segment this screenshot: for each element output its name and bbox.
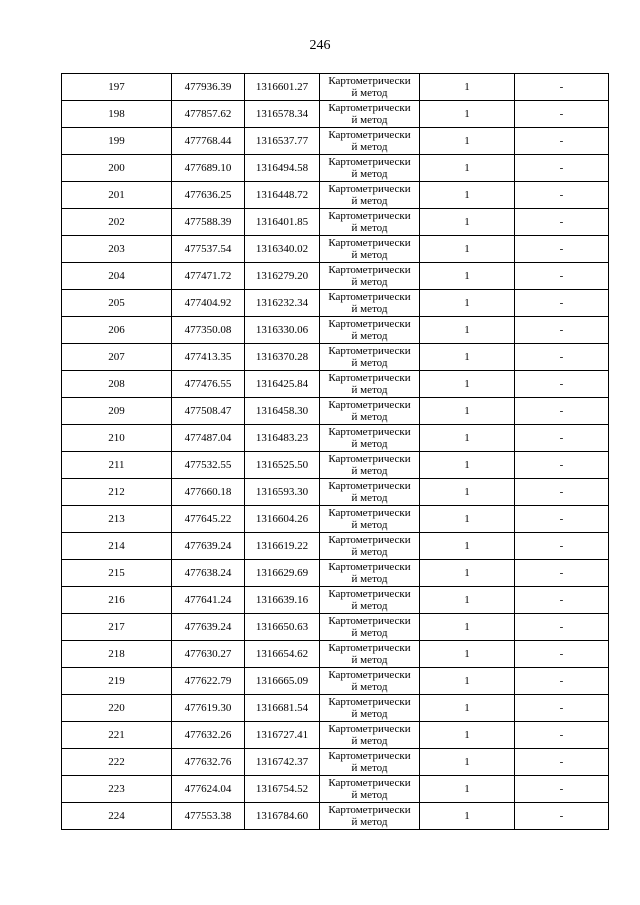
y-coordinate-cell: 1316619.22 [245, 533, 320, 560]
point-number-cell: 218 [62, 641, 172, 668]
method-cell [320, 263, 420, 290]
table-row [62, 533, 609, 560]
accuracy-cell: 1 [420, 587, 515, 614]
description-cell: - [515, 317, 609, 344]
x-coordinate-cell: 477404.92 [172, 290, 245, 317]
x-coordinate-cell: 477553.38 [172, 803, 245, 830]
x-coordinate-cell: 477632.26 [172, 722, 245, 749]
method-label-line2: й метод [351, 222, 388, 234]
point-number-cell: 201 [62, 182, 172, 209]
x-coordinate-cell: 477936.39 [172, 74, 245, 101]
accuracy-cell: 1 [420, 398, 515, 425]
method-cell [320, 533, 420, 560]
x-coordinate-cell: 477689.10 [172, 155, 245, 182]
y-coordinate-cell: 1316784.60 [245, 803, 320, 830]
y-coordinate-cell: 1316601.27 [245, 74, 320, 101]
method-label-line2: й метод [351, 465, 388, 477]
method-label-line1: Картометрически [328, 318, 411, 330]
method-cell [320, 452, 420, 479]
table-row [62, 398, 609, 425]
method-label-line1: Картометрически [328, 723, 411, 735]
y-coordinate-cell: 1316448.72 [245, 182, 320, 209]
x-coordinate-cell: 477413.35 [172, 344, 245, 371]
coordinates-table [61, 73, 609, 830]
description-cell: - [515, 290, 609, 317]
accuracy-cell: 1 [420, 182, 515, 209]
description-cell: - [515, 722, 609, 749]
method-cell [320, 398, 420, 425]
table-row [62, 236, 609, 263]
y-coordinate-cell: 1316458.30 [245, 398, 320, 425]
table-row [62, 290, 609, 317]
y-coordinate-cell: 1316340.02 [245, 236, 320, 263]
y-coordinate-cell: 1316727.41 [245, 722, 320, 749]
point-number-cell: 206 [62, 317, 172, 344]
y-coordinate-cell: 1316494.58 [245, 155, 320, 182]
method-cell [320, 182, 420, 209]
table-row [62, 479, 609, 506]
description-cell: - [515, 776, 609, 803]
table-row [62, 776, 609, 803]
method-label-line2: й метод [351, 546, 388, 558]
method-label-line2: й метод [351, 681, 388, 693]
method-label-line2: й метод [351, 357, 388, 369]
x-coordinate-cell: 477641.24 [172, 587, 245, 614]
coordinates-table-body [62, 74, 609, 830]
point-number-cell: 211 [62, 452, 172, 479]
accuracy-cell: 1 [420, 641, 515, 668]
point-number-cell: 215 [62, 560, 172, 587]
accuracy-cell: 1 [420, 344, 515, 371]
point-number-cell: 202 [62, 209, 172, 236]
accuracy-cell: 1 [420, 263, 515, 290]
accuracy-cell: 1 [420, 803, 515, 830]
method-label-line1: Картометрически [328, 372, 411, 384]
accuracy-cell: 1 [420, 425, 515, 452]
method-label-line2: й метод [351, 789, 388, 801]
accuracy-cell: 1 [420, 695, 515, 722]
accuracy-cell: 1 [420, 371, 515, 398]
method-label-line1: Картометрически [328, 642, 411, 654]
point-number-cell: 221 [62, 722, 172, 749]
description-cell: - [515, 74, 609, 101]
method-label-line2: й метод [351, 87, 388, 99]
table-row [62, 803, 609, 830]
method-label-line1: Картометрически [328, 264, 411, 276]
method-label-line2: й метод [351, 600, 388, 612]
method-label-line2: й метод [351, 114, 388, 126]
point-number-cell: 199 [62, 128, 172, 155]
method-label-line1: Картометрически [328, 615, 411, 627]
description-cell: - [515, 587, 609, 614]
point-number-cell: 222 [62, 749, 172, 776]
description-cell: - [515, 236, 609, 263]
description-cell: - [515, 695, 609, 722]
y-coordinate-cell: 1316525.50 [245, 452, 320, 479]
method-cell [320, 587, 420, 614]
description-cell: - [515, 155, 609, 182]
y-coordinate-cell: 1316279.20 [245, 263, 320, 290]
table-row [62, 209, 609, 236]
method-label-line1: Картометрически [328, 480, 411, 492]
method-cell [320, 668, 420, 695]
method-cell [320, 344, 420, 371]
x-coordinate-cell: 477471.72 [172, 263, 245, 290]
accuracy-cell: 1 [420, 776, 515, 803]
method-label-line2: й метод [351, 411, 388, 423]
method-label-line1: Картометрически [328, 345, 411, 357]
accuracy-cell: 1 [420, 74, 515, 101]
method-label-line1: Картометрически [328, 102, 411, 114]
point-number-cell: 197 [62, 74, 172, 101]
x-coordinate-cell: 477638.24 [172, 560, 245, 587]
method-cell [320, 749, 420, 776]
accuracy-cell: 1 [420, 479, 515, 506]
method-cell [320, 209, 420, 236]
accuracy-cell: 1 [420, 236, 515, 263]
y-coordinate-cell: 1316639.16 [245, 587, 320, 614]
y-coordinate-cell: 1316604.26 [245, 506, 320, 533]
point-number-cell: 198 [62, 101, 172, 128]
point-number-cell: 207 [62, 344, 172, 371]
table-row [62, 749, 609, 776]
y-coordinate-cell: 1316370.28 [245, 344, 320, 371]
method-cell [320, 74, 420, 101]
description-cell: - [515, 614, 609, 641]
method-cell [320, 803, 420, 830]
table-row [62, 587, 609, 614]
accuracy-cell: 1 [420, 155, 515, 182]
method-label-line2: й метод [351, 519, 388, 531]
table-row [62, 452, 609, 479]
method-label-line2: й метод [351, 195, 388, 207]
x-coordinate-cell: 477350.08 [172, 317, 245, 344]
method-cell [320, 479, 420, 506]
method-label-line1: Картометрически [328, 156, 411, 168]
accuracy-cell: 1 [420, 722, 515, 749]
y-coordinate-cell: 1316330.06 [245, 317, 320, 344]
point-number-cell: 210 [62, 425, 172, 452]
method-label-line1: Картометрически [328, 777, 411, 789]
description-cell: - [515, 263, 609, 290]
y-coordinate-cell: 1316401.85 [245, 209, 320, 236]
point-number-cell: 209 [62, 398, 172, 425]
method-label-line1: Картометрически [328, 588, 411, 600]
description-cell: - [515, 371, 609, 398]
accuracy-cell: 1 [420, 290, 515, 317]
point-number-cell: 213 [62, 506, 172, 533]
method-label-line2: й метод [351, 276, 388, 288]
x-coordinate-cell: 477476.55 [172, 371, 245, 398]
x-coordinate-cell: 477630.27 [172, 641, 245, 668]
table-row [62, 722, 609, 749]
point-number-cell: 208 [62, 371, 172, 398]
accuracy-cell: 1 [420, 101, 515, 128]
method-cell [320, 722, 420, 749]
y-coordinate-cell: 1316650.63 [245, 614, 320, 641]
description-cell: - [515, 560, 609, 587]
table-row [62, 182, 609, 209]
point-number-cell: 217 [62, 614, 172, 641]
table-row [62, 263, 609, 290]
method-label-line1: Картометрически [328, 534, 411, 546]
description-cell: - [515, 749, 609, 776]
method-cell [320, 290, 420, 317]
method-cell [320, 317, 420, 344]
x-coordinate-cell: 477508.47 [172, 398, 245, 425]
method-cell [320, 506, 420, 533]
page-number: 246 [309, 38, 331, 53]
method-cell [320, 236, 420, 263]
x-coordinate-cell: 477624.04 [172, 776, 245, 803]
accuracy-cell: 1 [420, 749, 515, 776]
table-row [62, 695, 609, 722]
method-label-line2: й метод [351, 249, 388, 261]
description-cell: - [515, 641, 609, 668]
table-row [62, 344, 609, 371]
method-label-line1: Картометрически [328, 453, 411, 465]
method-label-line2: й метод [351, 168, 388, 180]
table-row [62, 74, 609, 101]
description-cell: - [515, 479, 609, 506]
method-label-line1: Картометрически [328, 507, 411, 519]
method-label-line2: й метод [351, 330, 388, 342]
method-label-line2: й метод [351, 384, 388, 396]
y-coordinate-cell: 1316754.52 [245, 776, 320, 803]
x-coordinate-cell: 477588.39 [172, 209, 245, 236]
description-cell: - [515, 398, 609, 425]
y-coordinate-cell: 1316483.23 [245, 425, 320, 452]
x-coordinate-cell: 477537.54 [172, 236, 245, 263]
method-label-line2: й метод [351, 708, 388, 720]
method-cell [320, 641, 420, 668]
table-row [62, 506, 609, 533]
method-label-line2: й метод [351, 141, 388, 153]
point-number-cell: 220 [62, 695, 172, 722]
point-number-cell: 205 [62, 290, 172, 317]
x-coordinate-cell: 477619.30 [172, 695, 245, 722]
y-coordinate-cell: 1316593.30 [245, 479, 320, 506]
point-number-cell: 204 [62, 263, 172, 290]
y-coordinate-cell: 1316654.62 [245, 641, 320, 668]
point-number-cell: 214 [62, 533, 172, 560]
table-row [62, 371, 609, 398]
method-label-line1: Картометрически [328, 696, 411, 708]
x-coordinate-cell: 477636.25 [172, 182, 245, 209]
method-label-line1: Картометрически [328, 750, 411, 762]
method-label-line1: Картометрически [328, 399, 411, 411]
x-coordinate-cell: 477487.04 [172, 425, 245, 452]
accuracy-cell: 1 [420, 452, 515, 479]
description-cell: - [515, 668, 609, 695]
method-cell [320, 371, 420, 398]
description-cell: - [515, 506, 609, 533]
method-label-line1: Картометрически [328, 237, 411, 249]
table-row [62, 614, 609, 641]
y-coordinate-cell: 1316537.77 [245, 128, 320, 155]
accuracy-cell: 1 [420, 614, 515, 641]
point-number-cell: 224 [62, 803, 172, 830]
method-label-line2: й метод [351, 303, 388, 315]
y-coordinate-cell: 1316665.09 [245, 668, 320, 695]
description-cell: - [515, 533, 609, 560]
description-cell: - [515, 452, 609, 479]
table-row [62, 317, 609, 344]
method-label-line2: й метод [351, 735, 388, 747]
description-cell: - [515, 128, 609, 155]
x-coordinate-cell: 477632.76 [172, 749, 245, 776]
method-label-line2: й метод [351, 816, 388, 828]
point-number-cell: 200 [62, 155, 172, 182]
description-cell: - [515, 425, 609, 452]
method-label-line1: Картометрически [328, 561, 411, 573]
table-row [62, 641, 609, 668]
method-label-line1: Картометрически [328, 804, 411, 816]
point-number-cell: 223 [62, 776, 172, 803]
method-cell [320, 560, 420, 587]
table-row [62, 155, 609, 182]
point-number-cell: 212 [62, 479, 172, 506]
y-coordinate-cell: 1316629.69 [245, 560, 320, 587]
method-label-line2: й метод [351, 762, 388, 774]
method-cell [320, 425, 420, 452]
point-number-cell: 219 [62, 668, 172, 695]
method-label-line1: Картометрически [328, 210, 411, 222]
method-label-line1: Картометрически [328, 669, 411, 681]
accuracy-cell: 1 [420, 668, 515, 695]
description-cell: - [515, 182, 609, 209]
method-label-line1: Картометрически [328, 426, 411, 438]
method-label-line2: й метод [351, 654, 388, 666]
accuracy-cell: 1 [420, 128, 515, 155]
description-cell: - [515, 209, 609, 236]
method-label-line1: Картометрически [328, 183, 411, 195]
method-cell [320, 614, 420, 641]
x-coordinate-cell: 477532.55 [172, 452, 245, 479]
method-cell [320, 128, 420, 155]
accuracy-cell: 1 [420, 533, 515, 560]
y-coordinate-cell: 1316578.34 [245, 101, 320, 128]
table-row [62, 425, 609, 452]
method-label-line1: Картометрически [328, 291, 411, 303]
method-cell [320, 776, 420, 803]
description-cell: - [515, 803, 609, 830]
method-label-line1: Картометрически [328, 129, 411, 141]
y-coordinate-cell: 1316425.84 [245, 371, 320, 398]
x-coordinate-cell: 477639.24 [172, 614, 245, 641]
method-cell [320, 101, 420, 128]
accuracy-cell: 1 [420, 317, 515, 344]
method-label-line2: й метод [351, 573, 388, 585]
method-label-line2: й метод [351, 627, 388, 639]
x-coordinate-cell: 477768.44 [172, 128, 245, 155]
point-number-cell: 203 [62, 236, 172, 263]
method-label-line2: й метод [351, 438, 388, 450]
x-coordinate-cell: 477622.79 [172, 668, 245, 695]
x-coordinate-cell: 477660.18 [172, 479, 245, 506]
accuracy-cell: 1 [420, 506, 515, 533]
table-row [62, 560, 609, 587]
point-number-cell: 216 [62, 587, 172, 614]
accuracy-cell: 1 [420, 209, 515, 236]
table-row [62, 128, 609, 155]
method-cell [320, 155, 420, 182]
description-cell: - [515, 101, 609, 128]
y-coordinate-cell: 1316681.54 [245, 695, 320, 722]
x-coordinate-cell: 477645.22 [172, 506, 245, 533]
table-row [62, 101, 609, 128]
y-coordinate-cell: 1316742.37 [245, 749, 320, 776]
method-cell [320, 695, 420, 722]
accuracy-cell: 1 [420, 560, 515, 587]
x-coordinate-cell: 477639.24 [172, 533, 245, 560]
method-label-line1: Картометрически [328, 75, 411, 87]
x-coordinate-cell: 477857.62 [172, 101, 245, 128]
table-row [62, 668, 609, 695]
description-cell: - [515, 344, 609, 371]
y-coordinate-cell: 1316232.34 [245, 290, 320, 317]
method-label-line2: й метод [351, 492, 388, 504]
